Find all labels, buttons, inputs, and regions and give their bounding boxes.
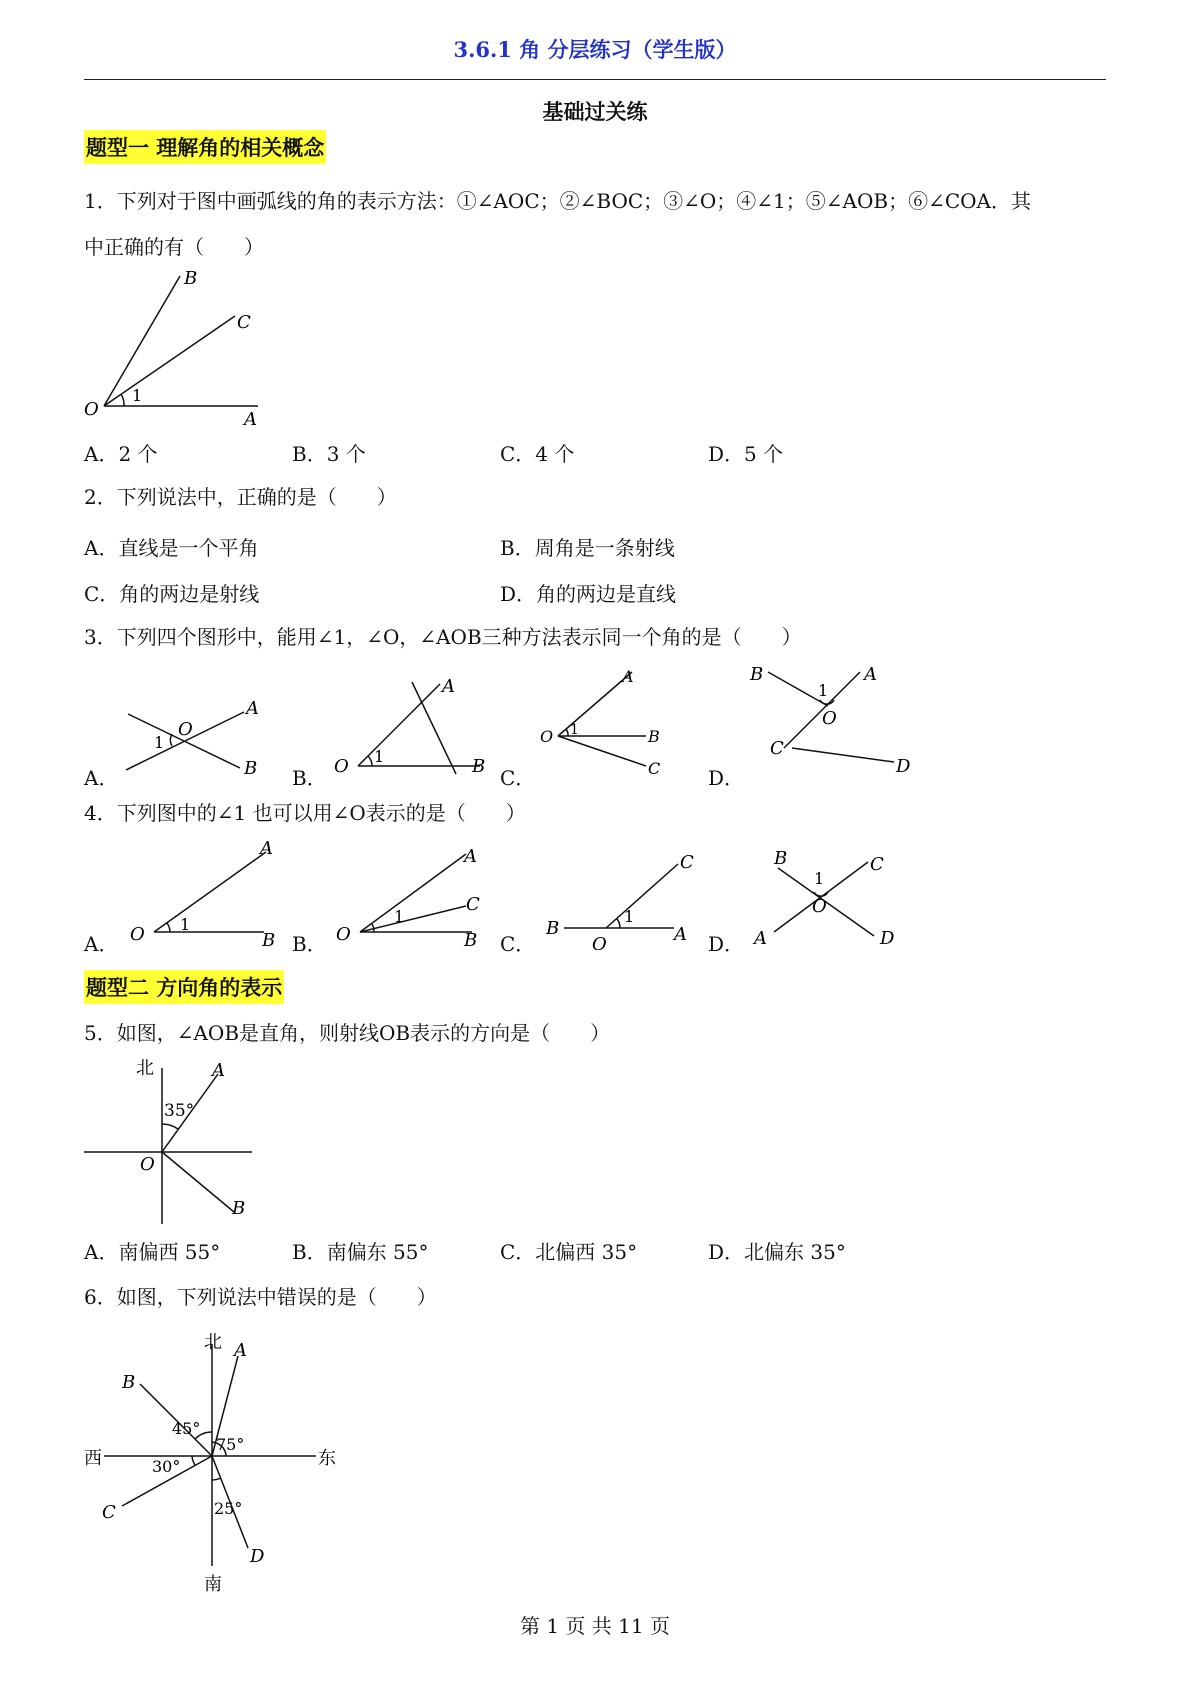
q1-option-b: B．3 个 — [292, 442, 366, 466]
svg-text:D: D — [896, 756, 911, 777]
question-type-1: 题型一 理解角的相关概念 — [84, 130, 326, 164]
label-B: B — [184, 270, 198, 289]
label-west: 西 — [84, 1448, 102, 1469]
q4-figure-b — [332, 840, 502, 950]
q3-figure-d — [744, 662, 924, 782]
label-B: B — [232, 1198, 246, 1219]
label-30: 30° — [152, 1457, 181, 1476]
q4-figure-a — [124, 838, 284, 948]
label-A: A — [212, 1060, 225, 1081]
q2-option-a: A．直线是一个平角 — [84, 536, 259, 560]
svg-text:A: A — [622, 668, 634, 686]
q4-option-b: B． — [292, 932, 327, 956]
svg-text:O: O — [812, 896, 827, 917]
label-C: C — [237, 312, 251, 333]
q3-option-d: D． — [708, 766, 745, 790]
svg-text:C: C — [870, 854, 884, 875]
svg-text:1: 1 — [154, 733, 165, 752]
question-1-text-cont: 中正确的有（ ） — [84, 235, 264, 259]
svg-text:1: 1 — [818, 681, 829, 700]
label-east: 东 — [318, 1448, 336, 1469]
question-1-figure — [80, 270, 270, 430]
q2-option-b: B．周角是一条射线 — [500, 536, 675, 560]
svg-text:B: B — [244, 758, 258, 779]
svg-text:C: C — [680, 852, 694, 873]
svg-text:O: O — [334, 756, 349, 777]
svg-text:B: B — [546, 918, 560, 939]
svg-text:B: B — [262, 930, 276, 948]
question-1-text: 1．下列对于图中画弧线的角的表示方法：①∠AOC；②∠BOC；③∠O；④∠1；⑤∠AOB；⑥∠COA．其 — [84, 189, 1031, 213]
q5-option-d: D．北偏东 35° — [708, 1240, 846, 1264]
svg-text:C: C — [648, 759, 661, 778]
label-25: 25° — [214, 1499, 243, 1518]
q5-option-b: B．南偏东 55° — [292, 1240, 429, 1264]
svg-text:1: 1 — [814, 869, 825, 888]
svg-text:1: 1 — [374, 747, 385, 766]
label-A: A — [234, 1340, 247, 1361]
q4-option-d: D． — [708, 932, 745, 956]
label-north: 北 — [204, 1332, 222, 1353]
svg-text:B: B — [648, 727, 660, 746]
header-divider — [84, 79, 1106, 80]
label-south: 南 — [204, 1574, 222, 1595]
svg-text:B: B — [774, 848, 788, 869]
question-2-text: 2．下列说法中，正确的是（ ） — [84, 485, 397, 509]
q3-figure-c — [536, 668, 676, 778]
svg-text:B: B — [750, 664, 764, 685]
question-5-figure — [80, 1052, 260, 1232]
section-heading: 基础过关练 — [542, 99, 648, 124]
q1-option-a: A．2 个 — [84, 442, 158, 466]
question-6-text: 6．如图，下列说法中错误的是（ ） — [84, 1285, 437, 1309]
q5-option-c: C．北偏西 35° — [500, 1240, 638, 1264]
svg-text:O: O — [178, 719, 193, 740]
svg-text:D: D — [880, 928, 895, 949]
q3-figure-b — [330, 670, 490, 780]
svg-text:O: O — [822, 708, 837, 729]
q1-option-c: C．4 个 — [500, 442, 575, 466]
svg-text:O: O — [592, 934, 607, 950]
label-B: B — [122, 1372, 136, 1393]
label-45: 45° — [172, 1419, 201, 1438]
q4-figure-c — [540, 840, 700, 950]
svg-text:A: A — [442, 676, 455, 697]
q3-figure-a — [120, 670, 270, 780]
question-5-text: 5．如图，∠AOB是直角，则射线OB表示的方向是（ ） — [84, 1021, 611, 1045]
q4-option-c: C． — [500, 932, 536, 956]
q2-option-c: C．角的两边是射线 — [84, 582, 260, 606]
svg-text:B: B — [472, 756, 486, 777]
label-1: 1 — [132, 386, 143, 405]
label-D: D — [250, 1546, 265, 1567]
svg-text:A: A — [464, 846, 477, 867]
question-type-2: 题型二 方向角的表示 — [84, 970, 284, 1004]
label-O: O — [84, 399, 99, 420]
q3-option-b: B． — [292, 766, 327, 790]
q2-option-d: D．角的两边是直线 — [500, 582, 677, 606]
question-6-figure — [80, 1326, 350, 1596]
svg-text:C: C — [770, 738, 784, 759]
svg-text:1: 1 — [570, 722, 579, 738]
svg-text:O: O — [336, 924, 351, 945]
label-north: 北 — [136, 1058, 154, 1079]
svg-text:1: 1 — [180, 915, 191, 934]
svg-text:1: 1 — [394, 907, 405, 926]
svg-text:A: A — [260, 838, 273, 859]
q3-option-a: A． — [84, 766, 119, 790]
svg-text:A: A — [754, 928, 767, 949]
label-75: 75° — [216, 1435, 245, 1454]
q5-option-a: A．南偏西 55° — [84, 1240, 221, 1264]
svg-text:O: O — [540, 727, 554, 746]
svg-text:C: C — [466, 894, 480, 915]
svg-text:B: B — [464, 930, 478, 950]
svg-text:A: A — [674, 924, 687, 945]
svg-text:A: A — [246, 698, 259, 719]
label-35: 35° — [164, 1101, 195, 1121]
q4-figure-d — [750, 840, 910, 950]
question-3-text: 3．下列四个图形中，能用∠1，∠O，∠AOB三种方法表示同一个角的是（ ） — [84, 625, 802, 649]
question-4-text: 4．下列图中的∠1 也可以用∠O表示的是（ ） — [84, 801, 526, 825]
q3-option-c: C． — [500, 766, 536, 790]
svg-text:A: A — [864, 664, 877, 685]
svg-text:O: O — [130, 924, 145, 945]
q4-option-a: A． — [84, 932, 119, 956]
label-O: O — [140, 1154, 155, 1175]
label-C: C — [102, 1502, 116, 1523]
document-title: 3.6.1 角 分层练习（学生版） — [453, 37, 737, 62]
page-footer: 第 1 页 共 11 页 — [520, 1614, 670, 1638]
svg-text:1: 1 — [624, 907, 635, 926]
label-A: A — [244, 409, 257, 430]
q1-option-d: D．5 个 — [708, 442, 784, 466]
